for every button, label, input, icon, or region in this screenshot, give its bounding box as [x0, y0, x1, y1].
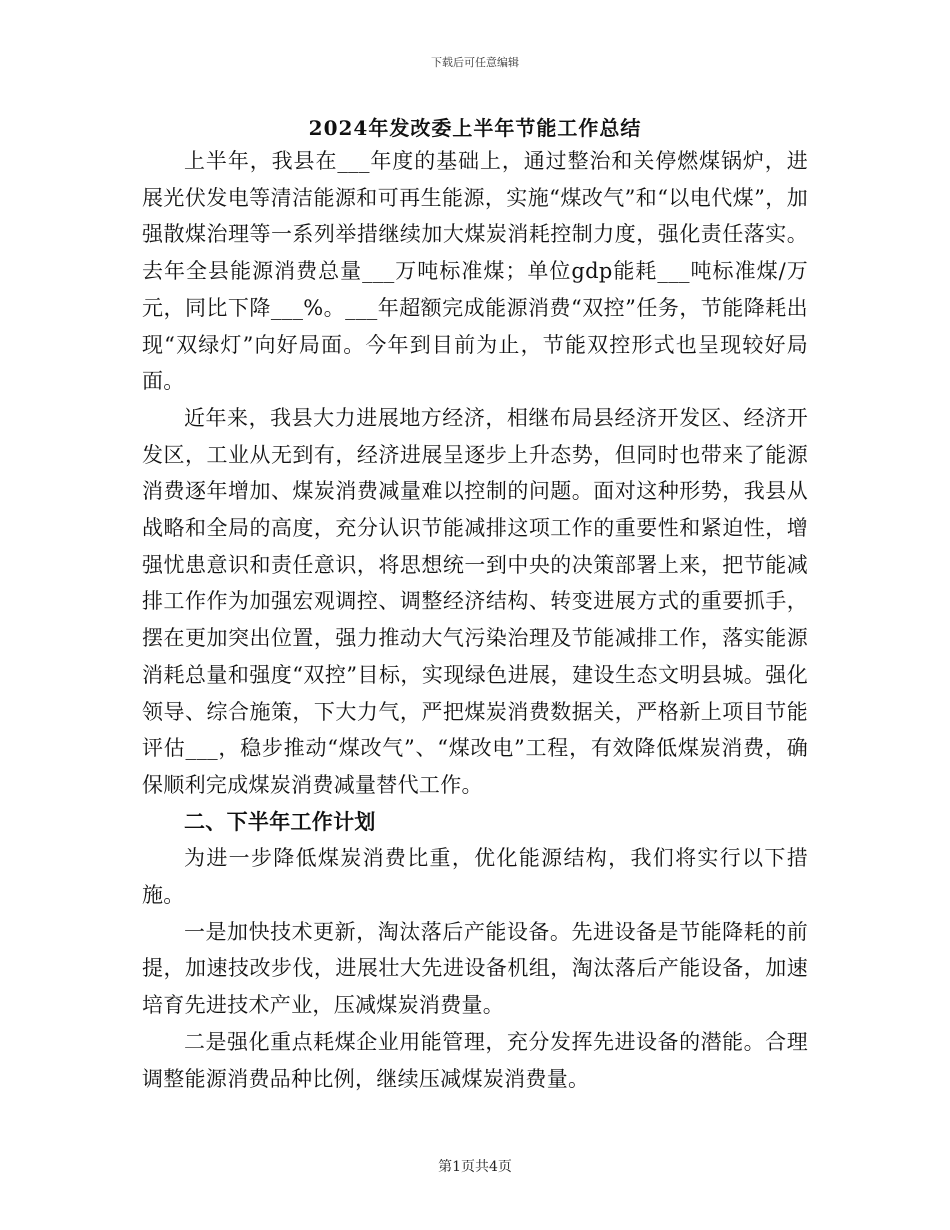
- section-paragraph-3: 二是强化重点耗煤企业用能管理，充分发挥先进设备的潜能。合理调整能源消费品种比例，继续压减煤炭消费量。: [142, 1029, 808, 1091]
- section-heading: 二、下半年工作计划: [184, 808, 376, 834]
- document-title: 2024年发改委上半年节能工作总结: [308, 116, 642, 140]
- section-paragraph-1: 为进一步降低煤炭消费比重，优化能源结构，我们将实行以下措施。: [142, 846, 808, 908]
- document-body: [142, 143, 808, 1097]
- section-paragraph-2: 一是加快技术更新，淘汰落后产能设备。先进设备是节能降耗的前提，加速技改步伐，进展壮大先进设备机组，淘汰落后产能设备，加速培育先进技术产业，压减煤炭消费量。: [142, 919, 808, 1018]
- paragraph-1: 上半年，我县在___年度的基础上，通过整治和关停燃煤锅炉，进展光伏发电等清洁能源和可再生能源，实施“煤改气”和“以电代煤”，加强散煤治理等一系列举措继续加大煤炭消耗控制力度，强化责任落实。去年全县能源消费总量___万吨标准煤；单位gdp能耗___吨标准煤/万元，同比下降___%。___年超额完成能源消费“双控”任务，节能降耗出现“双绿灯”向好局面。今年到目前为止，节能双控形式也呈现较好局面。: [142, 149, 808, 394]
- paragraph-2: 近年来，我县大力进展地方经济，相继布局县经济开发区、经济开发区，工业从无到有，经济进展呈逐步上升态势，但同时也带来了能源消费逐年增加、煤炭消费减量难以控制的问题。面对这种形势，我县从战略和全局的高度，充分认识节能减排这项工作的重要性和紧迫性，增强忧患意识和责任意识，将思想统一到中央的决策部署上来，把节能减排工作作为加强宏观调控、调整经济结构、转变进展方式的重要抓手，摆在更加突出位置，强力推动大气污染治理及节能减排工作，落实能源消耗总量和强度“双控”目标，实现绿色进展，建设生态文明县城。强化领导、综合施策，下大力气，严把煤炭消费数据关，严格新上项目节能评估___，稳步推动“煤改气”、“煤改电”工程，有效降低煤炭消费，确保顺利完成煤炭消费减量替代工作。: [142, 405, 808, 797]
- page-number: 第1页共4页: [438, 1159, 512, 1175]
- page-header-note: 下载后可任意编辑: [431, 56, 519, 69]
